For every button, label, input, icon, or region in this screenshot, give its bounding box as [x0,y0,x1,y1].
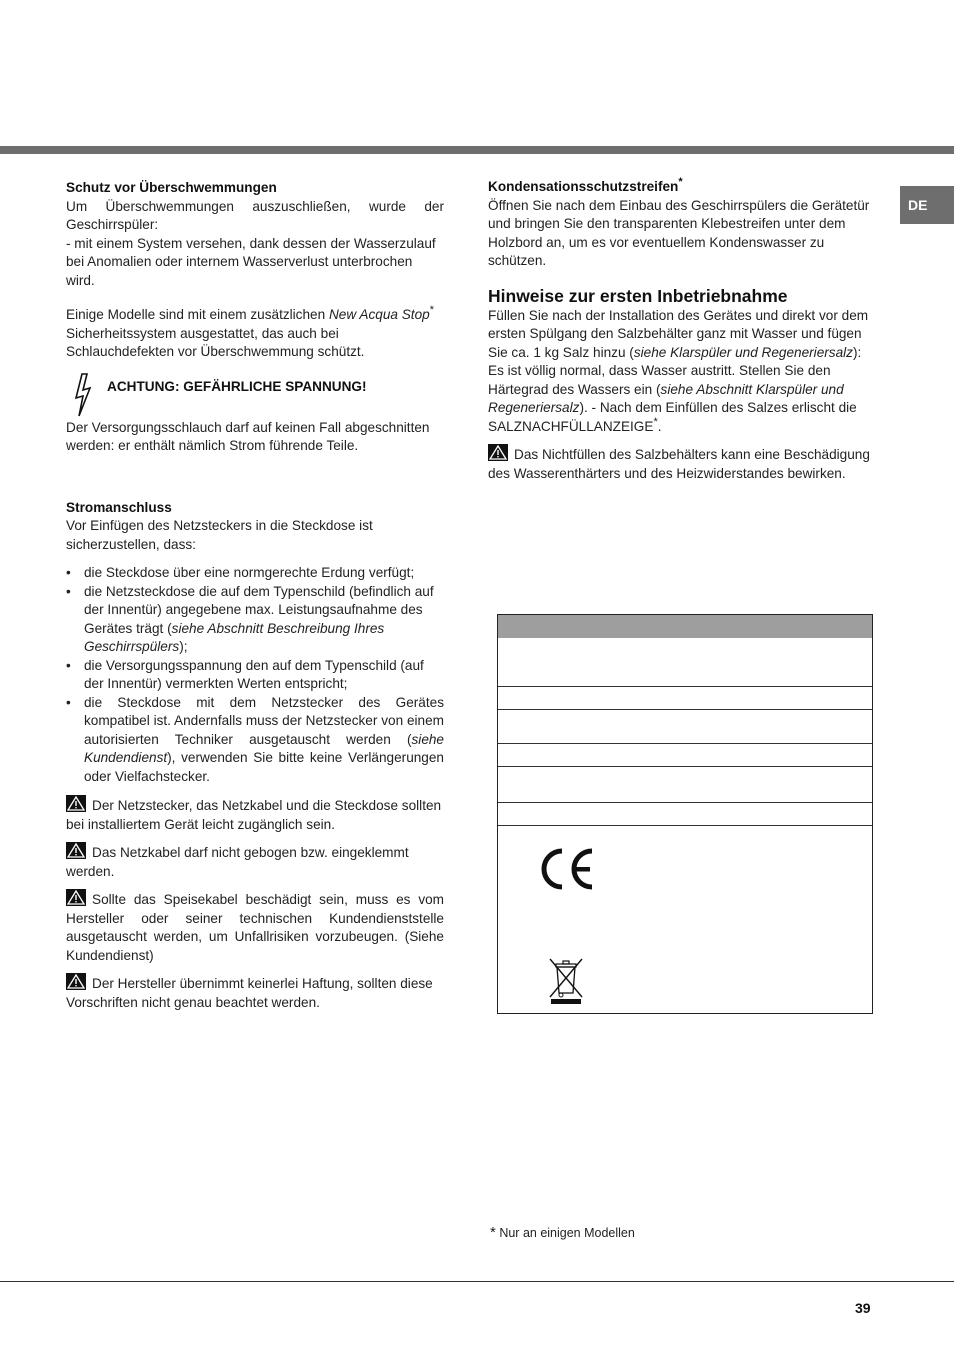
table-row-divider [498,686,872,687]
cond-title: Kondensationsschutzstreifen* [488,176,683,194]
cond-text: Öffnen Sie nach dem Einbau des Geschirrspülers die Gerätetür und bringen Sie den transparenten Klebestreifen unter dem Holzbord an, um es vor eventuellem Kondenswasser zu schützen. [488,197,870,268]
power-list [66,564,444,786]
warning-triangle-icon [66,842,86,859]
danger-text: Der Versorgungsschlauch darf auf keinen Fall abgeschnitten werden: er enthält nämlich Strom führende Teile. [66,419,430,453]
power-title: Stromanschluss [66,499,172,515]
table-row-divider [498,743,872,744]
first-use-title: Hinweise zur ersten Inbetriebnahme [488,285,788,306]
technical-data-table [497,614,873,1014]
weee-bin-icon [548,957,584,1005]
ce-mark-icon [538,847,596,891]
warning-triangle-icon [66,795,86,812]
flood-p2: - mit einem System versehen, dank dessen der Wasserzulauf bei Anomalien oder internem Wasserverlust unterbrochen wird. [66,235,436,288]
list-item: • die Steckdose über eine normgerechte Erdung verfügt; [66,565,415,580]
table-row-divider [498,709,872,710]
table-row-divider [498,766,872,767]
flood-title: Schutz vor Überschwemmungen [66,180,277,195]
left-column [66,179,444,1012]
salt-caution: Das Nichtfüllen des Salzbehälters kann eine Beschädigung des Wasserenthärters und des Heizwiderstandes bewirken. [488,444,870,483]
table-row-divider [498,802,872,803]
table-row-divider [498,825,872,826]
table-header [498,615,872,638]
header-bar [0,146,954,154]
language-tab: DE [900,186,954,224]
caution-1: Der Netzstecker, das Netzkabel und die Steckdose sollten bei installiertem Gerät leicht zugänglich sein. [66,795,444,834]
caution-4: Der Hersteller übernimmt keinerlei Haftung, sollten diese Vorschriften nicht genau beachtet werden. [66,973,444,1012]
danger-title: ACHTUNG: GEFÄHRLICHE SPANNUNG! [107,378,367,394]
caution-2: Das Netzkabel darf nicht gebogen bzw. eingeklemmt werden. [66,842,444,881]
list-item: • die Versorgungsspannung den auf dem Typenschild (auf der Innentür) vermerkten Werten entspricht; [66,657,424,691]
warning-triangle-icon [488,444,508,461]
warning-triangle-icon [66,973,86,990]
power-intro: Vor Einfügen des Netzsteckers in die Steckdose ist sicherzustellen, dass: [66,518,373,552]
warning-triangle-icon [66,889,86,906]
lightning-bolt-icon [72,372,94,418]
flood-p3: Einige Modelle sind mit einem zusätzlichen New Acqua Stop* Sicherheitssystem ausgestattet, das auch bei Schlauchdefekten vor Überschwemmung schützt. [66,304,434,359]
list-item: • die Steckdose mit dem Netzstecker des Gerätes kompatibel ist. Andernfalls muss der Netzstecker von einem autorisierten Techniker ausgetauscht werden (siehe Kundendienst), verwenden Sie bitte keine Verlängerungen oder Vielfachstecker. [66,694,444,784]
caution-3: Sollte das Speisekabel beschädigt sein, muss es vom Hersteller oder seiner technischen Kundendienststelle ausgetauscht werden, um Unfallrisiken vorzubeugen. (Siehe Kundendienst) [66,889,444,965]
list-item: • die Netzsteckdose die auf dem Typenschild (befindlich auf der Innentür) angegebene max. Leistungsaufnahme des Gerätes trägt (siehe Abschnitt Beschreibung Ihres Geschirrspülers); [66,583,434,654]
page-number: 39 [855,1300,871,1316]
right-column [488,178,870,483]
first-use-text: Füllen Sie nach der Installation des Gerätes und direkt vor dem ersten Spülgang den Salzbehälter ganz mit Wasser und fügen Sie ca. 1 kg Salz hinzu (siehe Klarspüler und Regeneriersalz): Es ist völlig normal, dass Wasser austritt. Stellen Sie den Härtegrad des Wassers ein (siehe Abschnitt Klarspüler und Regeneriersalz). - Nach dem Einfüllen des Salzes erlischt die SALZNACHFÜLLANZEIGE*. [488,307,869,434]
footer-rule [0,1281,954,1282]
footnote: * Nur an einigen Modellen [490,1224,635,1241]
danger-warning [66,378,444,422]
flood-p1: Um Überschwemmungen auszuschließen, wurde der Geschirrspüler: [66,198,444,232]
